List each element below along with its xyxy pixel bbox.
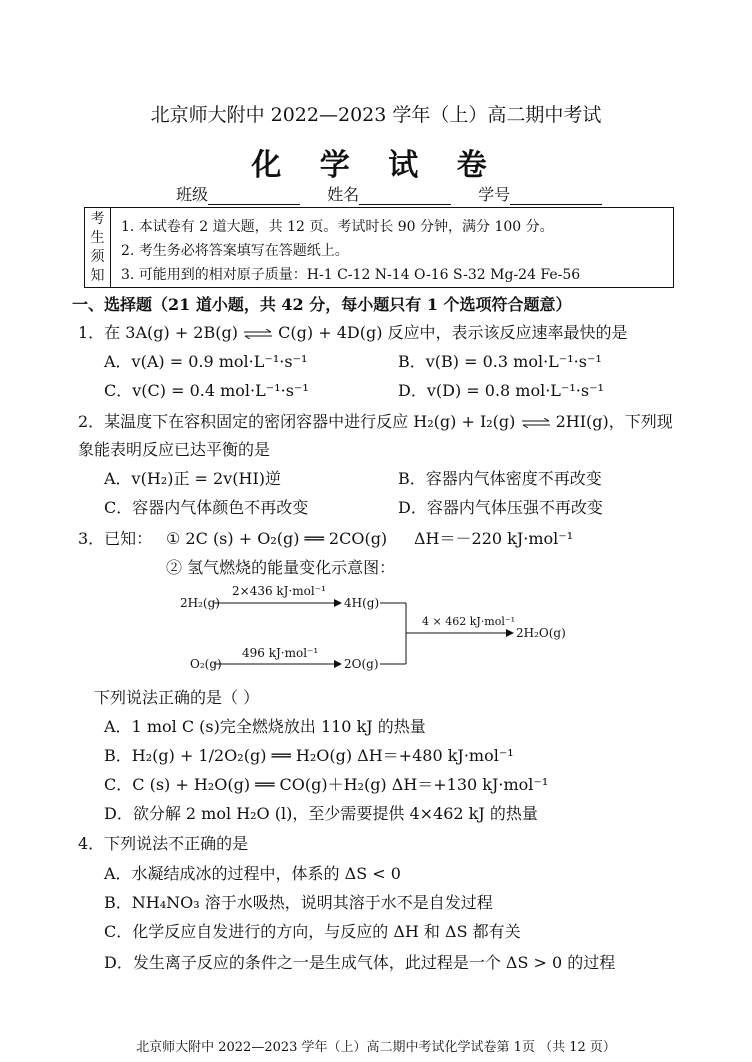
equilibrium-arrow-icon	[521, 418, 551, 428]
diagram-bond-energy: 4 × 462 kJ·mol⁻¹	[422, 615, 516, 628]
student-id-blank	[510, 188, 602, 205]
exam-title: 北京师大附中 2022—2023 学年（上）高二期中考试	[150, 104, 602, 126]
diagram-o2-energy: 496 kJ·mol⁻¹	[242, 646, 319, 660]
info-fields	[176, 185, 602, 205]
name-label: 姓名	[327, 185, 360, 204]
diagram-o2: O₂(g)	[190, 657, 222, 671]
q2-option-d[interactable]: D．容器内气体压强不再改变	[398, 498, 603, 517]
q1-option-c[interactable]: C．v(C) = 0.4 mol·L⁻¹·s⁻¹	[104, 381, 309, 400]
q4-option-c[interactable]: C．化学反应自发进行的方向，与反应的 ΔH 和 ΔS 都有关	[104, 922, 521, 941]
q3-ask: 下列说法正确的是（ ）	[94, 688, 260, 707]
q2-option-b[interactable]: B．容器内气体密度不再改变	[398, 469, 602, 488]
diagram-4h: 4H(g)	[344, 596, 380, 610]
q1-option-b[interactable]: B．v(B) = 0.3 mol·L⁻¹·s⁻¹	[398, 352, 602, 371]
q3-option-b[interactable]: B．H₂(g) + 1/2O₂(g) ══ H₂O(g) ΔH＝+480 kJ·mol⁻¹	[104, 746, 514, 765]
diagram-h2-energy: 2×436 kJ·mol⁻¹	[232, 584, 326, 598]
q3-option-c[interactable]: C．C (s) + H₂O(g) ══ CO(g)＋H₂(g) ΔH＝+130 kJ·mol⁻¹	[104, 775, 549, 794]
question-1-stem: 1．在 3A(g) + 2B(g) C(g) + 4D(g) 反应中，表示该反应速率最快的是	[78, 323, 628, 342]
diagram-2o: 2O(g)	[344, 657, 379, 671]
q1-option-a[interactable]: A．v(A) = 0.9 mol·L⁻¹·s⁻¹	[104, 352, 308, 371]
class-label: 班级	[176, 185, 209, 204]
notice-line-1: 1. 本试卷有 2 道大题，共 12 页。考试时长 90 分钟，满分 100 分。	[121, 219, 554, 235]
question-3-stem: 3．已知：	[78, 529, 153, 548]
class-blank	[208, 188, 300, 205]
q3-given-1: ① 2C (s) + O₂(g) ══ 2CO(g)	[166, 529, 388, 548]
notice-line-3: 3. 可能用到的相对原子质量：H-1 C-12 N-14 O-16 S-32 Mg-24 Fe-56	[121, 267, 581, 283]
diagram-h2: 2H₂(g)	[180, 596, 220, 610]
q4-option-b[interactable]: B．NH₄NO₃ 溶于水吸热，说明其溶于水不是自发过程	[104, 893, 493, 912]
q3-given-1-dh: ΔH＝－220 kJ·mol⁻¹	[414, 529, 574, 548]
q4-option-d[interactable]: D．发生离子反应的条件之一是生成气体，此过程是一个 ΔS > 0 的过程	[104, 953, 616, 972]
q3-option-a[interactable]: A．1 mol C (s)完全燃烧放出 110 kJ 的热量	[104, 717, 426, 736]
notice-box	[84, 207, 674, 288]
q3-given-2: ② 氢气燃烧的能量变化示意图：	[166, 558, 396, 577]
subject-title: 化 学 试 卷	[251, 148, 501, 183]
page-footer: 北京师大附中 2022—2023 学年（上）高二期中考试化学试卷第 1页 （共 12 页）	[136, 1040, 616, 1055]
question-2-stem: 2．某温度下在容积固定的密闭容器中进行反应 H₂(g) + I₂(g) 2HI(g)，下列现	[78, 412, 673, 431]
q4-option-a[interactable]: A．水凝结成冰的过程中，体系的 ΔS < 0	[104, 864, 401, 883]
name-blank	[359, 188, 451, 205]
equilibrium-arrow-icon	[243, 329, 273, 339]
question-2-stem-cont: 象能表明反应已达平衡的是	[78, 440, 271, 459]
diagram-water: 2H₂O(g)	[516, 626, 566, 640]
energy-diagram	[176, 582, 576, 674]
q3-option-d[interactable]: D．欲分解 2 mol H₂O (l)，至少需要提供 4×462 kJ 的热量	[104, 804, 538, 823]
notice-line-2: 2. 考生务必将答案填写在答题纸上。	[121, 243, 349, 259]
q1-option-d[interactable]: D．v(D) = 0.8 mol·L⁻¹·s⁻¹	[398, 381, 604, 400]
q2-option-c[interactable]: C．容器内气体颜色不再改变	[104, 498, 309, 517]
question-4-stem: 4．下列说法不正确的是	[78, 834, 249, 853]
section-heading: 一、选择题（21 道小题，共 42 分，每小题只有 1 个选项符合题意）	[72, 295, 572, 314]
notice-heading: 考 生 须 知	[85, 208, 111, 287]
student-id-label: 学号	[478, 185, 511, 204]
q2-option-a[interactable]: A．v(H₂)正 = 2v(HI)逆	[104, 469, 282, 488]
